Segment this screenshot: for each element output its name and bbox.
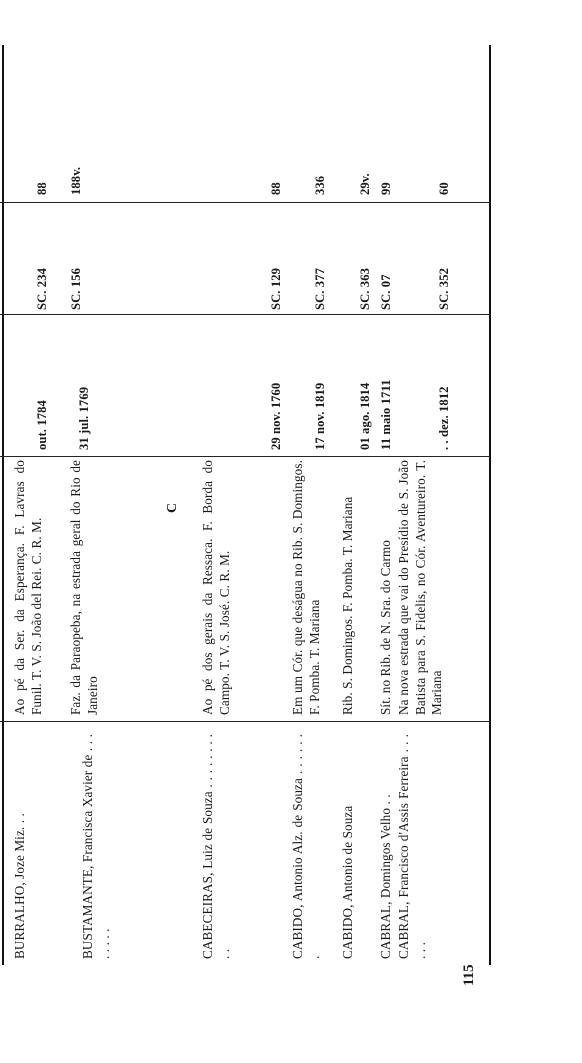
reference-cell: SC. 129	[269, 268, 283, 310]
table-bottom-rule	[489, 45, 491, 965]
date-cell: out. 1784	[35, 400, 49, 450]
reference-cell: SC. 07	[379, 274, 393, 310]
name-cell: CABIDO, Antonio de Souza	[340, 805, 355, 959]
reference-cell: SC. 377	[313, 268, 327, 310]
name-cell: BURRALHO, Joze Miz. . .	[12, 813, 27, 959]
folio-cell: 29v.	[358, 173, 372, 195]
page-number: 115	[461, 964, 477, 986]
folio-cell: 88	[35, 182, 49, 195]
location-cell: Ao pé da Ser. da Esperança. F. Lavras do Funil. T. V. S. João del Rei. C. R. M.	[12, 460, 44, 715]
date-cell: 29 nov. 1760	[269, 382, 283, 450]
location-cell: Ao pé dos gerais da Ressaca. F. Borda do Campo. T. V. S. José. C. R. M.	[200, 460, 232, 715]
reference-cell: SC. 234	[35, 268, 49, 310]
column-divider-name	[0, 721, 490, 722]
section-heading: C	[165, 502, 180, 513]
date-cell: 01 ago. 1814	[358, 382, 372, 450]
date-cell: 11 maio 1711	[379, 379, 393, 450]
reference-cell: SC. 363	[358, 268, 372, 310]
column-divider-location	[0, 456, 490, 457]
folio-cell: 88	[269, 182, 283, 195]
folio-cell: 99	[379, 182, 393, 195]
folio-cell: 336	[313, 175, 327, 195]
name-cell: CABRAL, Francisco d'Assis Ferreira . . . . . .	[396, 734, 428, 959]
name-cell: CABRAL, Domingos Velho . .	[378, 794, 393, 959]
reference-cell: SC. 156	[69, 268, 83, 310]
table-top-rule	[2, 45, 4, 965]
name-cell: CABIDO, Antonio Alz. de Souza . . . . . . .	[290, 734, 322, 959]
folio-cell: 60	[437, 182, 451, 195]
location-cell: Rib. S. Domingos. F. Pomba. T. Mariana	[340, 496, 355, 715]
date-cell: 17 nov. 1819	[313, 382, 327, 450]
date-cell: . . dez. 1812	[437, 386, 451, 450]
location-cell: Na nova estrada que vai do Presídio de S. João Batista para S. Fidelis, no Cór. Aventureiro. T. Mariana	[396, 460, 444, 715]
date-cell: 31 jul. 1769	[77, 386, 91, 450]
name-cell: CABECEIRAS, Luiz de Souza . . . . . . . . . .	[200, 734, 232, 959]
location-cell: Faz. da Paraopeba, na estrada geral do Rio de Janeiro	[68, 460, 100, 715]
land-grant-table	[0, 45, 492, 965]
location-cell: Sít. no Rib. de N. Sra. do Carmo	[378, 540, 393, 715]
folio-cell: 188v.	[69, 166, 83, 195]
name-cell: BUSTAMANTE, Francisca Xavier de . . . . . . . .	[80, 734, 112, 959]
column-divider-date	[0, 314, 490, 315]
column-divider-ref	[0, 202, 490, 203]
reference-cell: SC. 352	[437, 268, 451, 310]
location-cell: Em um Cór. que deságua no Rib. S. Domingos. F. Pomba. T. Mariana	[290, 460, 322, 715]
